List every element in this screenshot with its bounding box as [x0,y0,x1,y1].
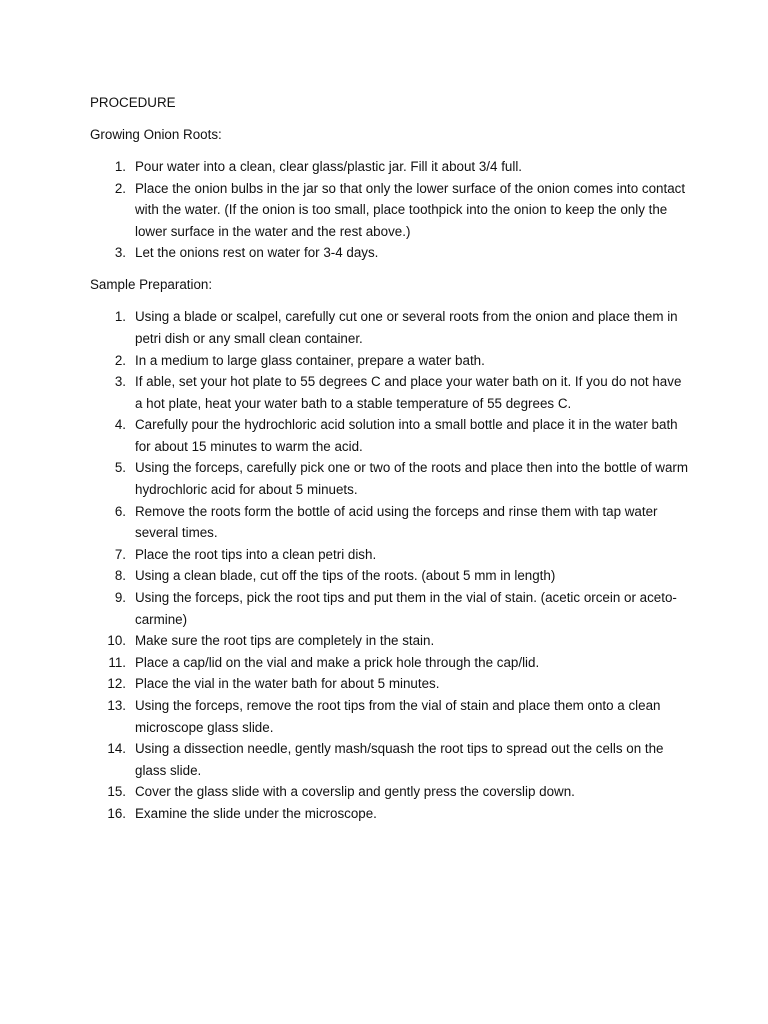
list-item [90,501,690,544]
step-number: 12. [107,676,126,692]
step-number: 3. [114,374,126,390]
step-text: Let the onions rest on water for 3-4 days. [135,245,379,261]
list-item [90,544,690,566]
list-item [90,457,690,500]
list-item [90,371,690,414]
list-item [90,630,690,652]
step-number: 3. [114,245,126,261]
step-text: Carefully pour the hydrochloric acid solution into a small bottle and place it in the water bath for about 15 minutes to warm the acid. [135,417,678,454]
step-list [90,156,690,264]
step-text: Place a cap/lid on the vial and make a prick hole through the cap/lid. [135,654,540,670]
step-text: If able, set your hot plate to 55 degrees C and place your water bath on it. If you do not have a hot plate, heat your water bath to a stable temperature of 55 degrees C. [135,374,682,411]
list-item [90,414,690,457]
sections-container [90,124,690,825]
step-text: Using the forceps, pick the root tips and put them in the vial of stain. (acetic orcein or aceto-carmine) [135,590,677,627]
list-item [90,587,690,630]
list-item [90,178,690,243]
document-body [90,92,690,835]
step-text: Using a clean blade, cut off the tips of the roots. (about 5 mm in length) [135,568,556,584]
step-number: 11. [108,654,126,670]
step-text: Place the onion bulbs in the jar so that only the lower surface of the onion comes into contact with the water. (If the onion is too small, place toothpick into the onion to keep the only the lower surface in the water and the rest above.) [135,180,686,239]
step-number: 8. [114,568,126,584]
step-text: Using the forceps, carefully pick one or two of the roots and place then into the bottle of warm hydrochloric acid for about 5 minuets. [135,460,689,498]
step-text: Place the vial in the water bath for about 5 minutes. [135,676,440,692]
step-number: 1. [114,309,126,325]
step-number: 13. [107,698,126,713]
list-item [90,803,690,825]
list-item [90,738,690,781]
list-item [90,156,690,178]
step-number: 2. [114,180,126,196]
list-item [90,695,690,738]
step-text: Remove the roots form the bottle of acid using the forceps and rinse them with tap water several times. [135,503,658,541]
step-text: Cover the glass slide with a coverslip and gently press the coverslip down. [135,784,575,800]
step-list [90,306,690,824]
step-text: Place the root tips into a clean petri dish. [135,546,377,562]
list-item [90,781,690,803]
list-item [90,242,690,264]
step-number: 4. [114,417,126,433]
list-item [90,350,690,372]
step-text: Examine the slide under the microscope. [135,805,377,821]
list-item [90,652,690,674]
step-number: 6. [114,503,126,519]
step-text: Make sure the root tips are completely in the stain. [135,633,435,649]
step-text: Using a dissection needle, gently mash/squash the root tips to spread out the cells on the glass slide. [135,741,664,778]
step-number: 5. [114,460,126,476]
list-item [90,565,690,587]
step-text: Using a blade or scalpel, carefully cut one or several roots from the onion and place them in petri dish or any small clean container. [135,309,678,346]
step-number: 2. [114,352,126,368]
step-number: 7. [114,546,126,562]
step-number: 10. [107,633,126,649]
section-heading: Sample Preparation: [90,277,213,293]
step-number: 1. [114,158,126,174]
step-text: In a medium to large glass container, prepare a water bath. [135,352,485,368]
list-item [90,306,690,349]
page-title: PROCEDURE [90,95,176,110]
step-number: 14. [107,741,126,757]
step-number: 15. [107,784,126,800]
step-text: Using the forceps, remove the root tips from the vial of stain and place them onto a clean microscope glass slide. [135,698,661,735]
section-heading: Growing Onion Roots: [90,126,222,142]
step-text: Pour water into a clean, clear glass/plastic jar. Fill it about 3/4 full. [135,158,523,174]
step-number: 9. [114,590,126,606]
step-number: 16. [107,805,126,821]
list-item [90,673,690,695]
